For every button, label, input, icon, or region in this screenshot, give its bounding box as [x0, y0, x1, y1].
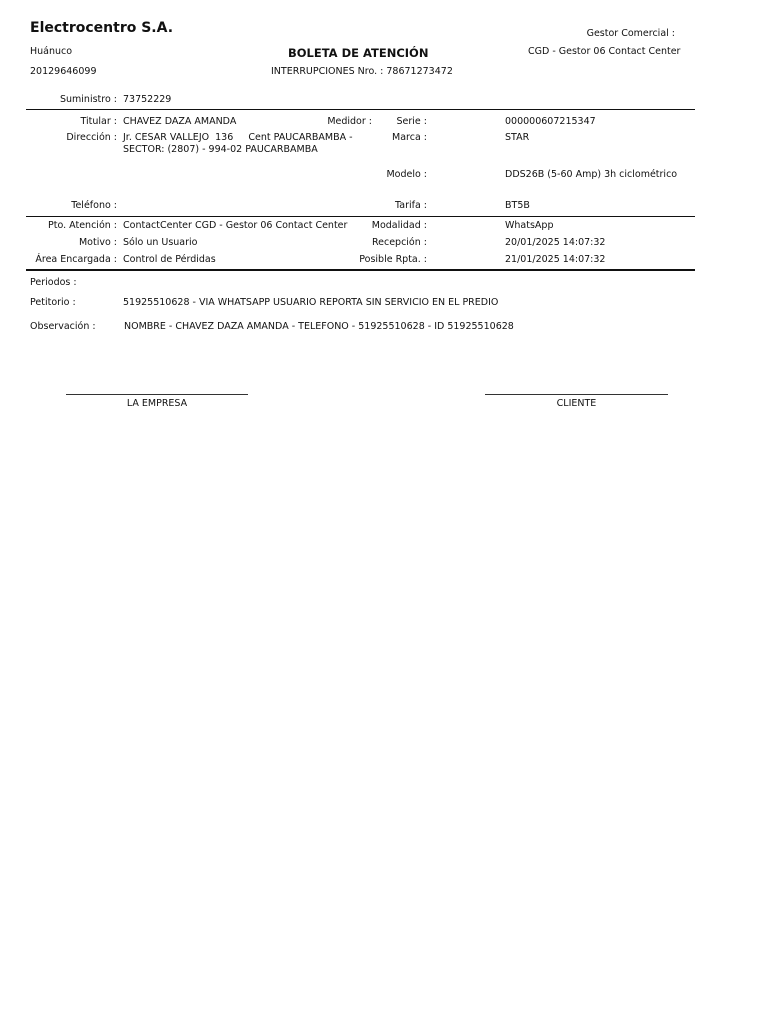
recepcion-label: Recepción : — [371, 237, 427, 248]
modelo-label: Modelo : — [386, 169, 427, 180]
divider — [26, 269, 695, 271]
pto-atencion-value: ContactCenter CGD - Gestor 06 Contact Center — [123, 220, 348, 231]
divider — [26, 109, 695, 110]
direccion-label: Dirección : — [66, 132, 117, 143]
recepcion-value: 20/01/2025 14:07:32 — [505, 237, 606, 248]
direccion-line-2: SECTOR: (2807) - 994-02 PAUCARBAMBA — [123, 144, 318, 155]
titular-value: CHAVEZ DAZA AMANDA — [123, 116, 237, 127]
divider — [26, 216, 695, 217]
posible-rpta-label: Posible Rpta. : — [359, 254, 427, 265]
signature-label-company: LA EMPRESA — [126, 398, 188, 409]
marca-value: STAR — [505, 132, 530, 143]
marca-label: Marca : — [392, 132, 427, 143]
document-title: BOLETA DE ATENCIÓN — [288, 46, 429, 60]
posible-rpta-value: 21/01/2025 14:07:32 — [505, 254, 606, 265]
ruc-number: 20129646099 — [30, 66, 97, 77]
observacion-value: NOMBRE - CHAVEZ DAZA AMANDA - TELEFONO - 51925510628 - ID 51925510628 — [124, 321, 514, 332]
tarifa-label: Tarifa : — [395, 200, 427, 211]
signature-label-client: CLIENTE — [556, 398, 597, 409]
city: Huánuco — [30, 46, 73, 57]
observacion-label: Observación : — [30, 321, 96, 332]
tarifa-value: BT5B — [505, 200, 530, 211]
signature-line-company — [66, 394, 248, 395]
direccion-line-1: Jr. CESAR VALLEJO 136 Cent PAUCARBAMBA - — [123, 132, 353, 143]
serie-value: 000000607215347 — [505, 116, 596, 127]
gestor-value: CGD - Gestor 06 Contact Center — [528, 46, 681, 57]
modalidad-value: WhatsApp — [505, 220, 554, 231]
titular-label: Titular : — [80, 116, 117, 127]
pto-atencion-label: Pto. Atención : — [48, 220, 117, 231]
area-encargada-label: Área Encargada : — [35, 254, 117, 265]
supply-label: Suministro : — [59, 94, 117, 105]
interruption-number: INTERRUPCIONES Nro. : 78671273472 — [271, 66, 453, 77]
petitorio-label: Petitorio : — [30, 297, 76, 308]
company-name: Electrocentro S.A. — [30, 20, 174, 36]
medidor-label: Medidor : — [327, 116, 372, 127]
signature-line-client — [485, 394, 668, 395]
area-encargada-value: Control de Pérdidas — [123, 254, 216, 265]
modalidad-label: Modalidad : — [371, 220, 427, 231]
telefono-label: Teléfono : — [71, 200, 117, 211]
motivo-label: Motivo : — [78, 237, 117, 248]
modelo-value: DDS26B (5-60 Amp) 3h ciclométrico — [505, 169, 678, 180]
gestor-label: Gestor Comercial : — [586, 28, 675, 39]
periodos-label: Periodos : — [30, 277, 77, 288]
petitorio-value: 51925510628 - VIA WHATSAPP USUARIO REPORTA SIN SERVICIO EN EL PREDIO — [123, 297, 499, 308]
serie-label: Serie : — [396, 116, 427, 127]
supply-value: 73752229 — [123, 94, 172, 105]
motivo-value: Sólo un Usuario — [123, 237, 198, 248]
